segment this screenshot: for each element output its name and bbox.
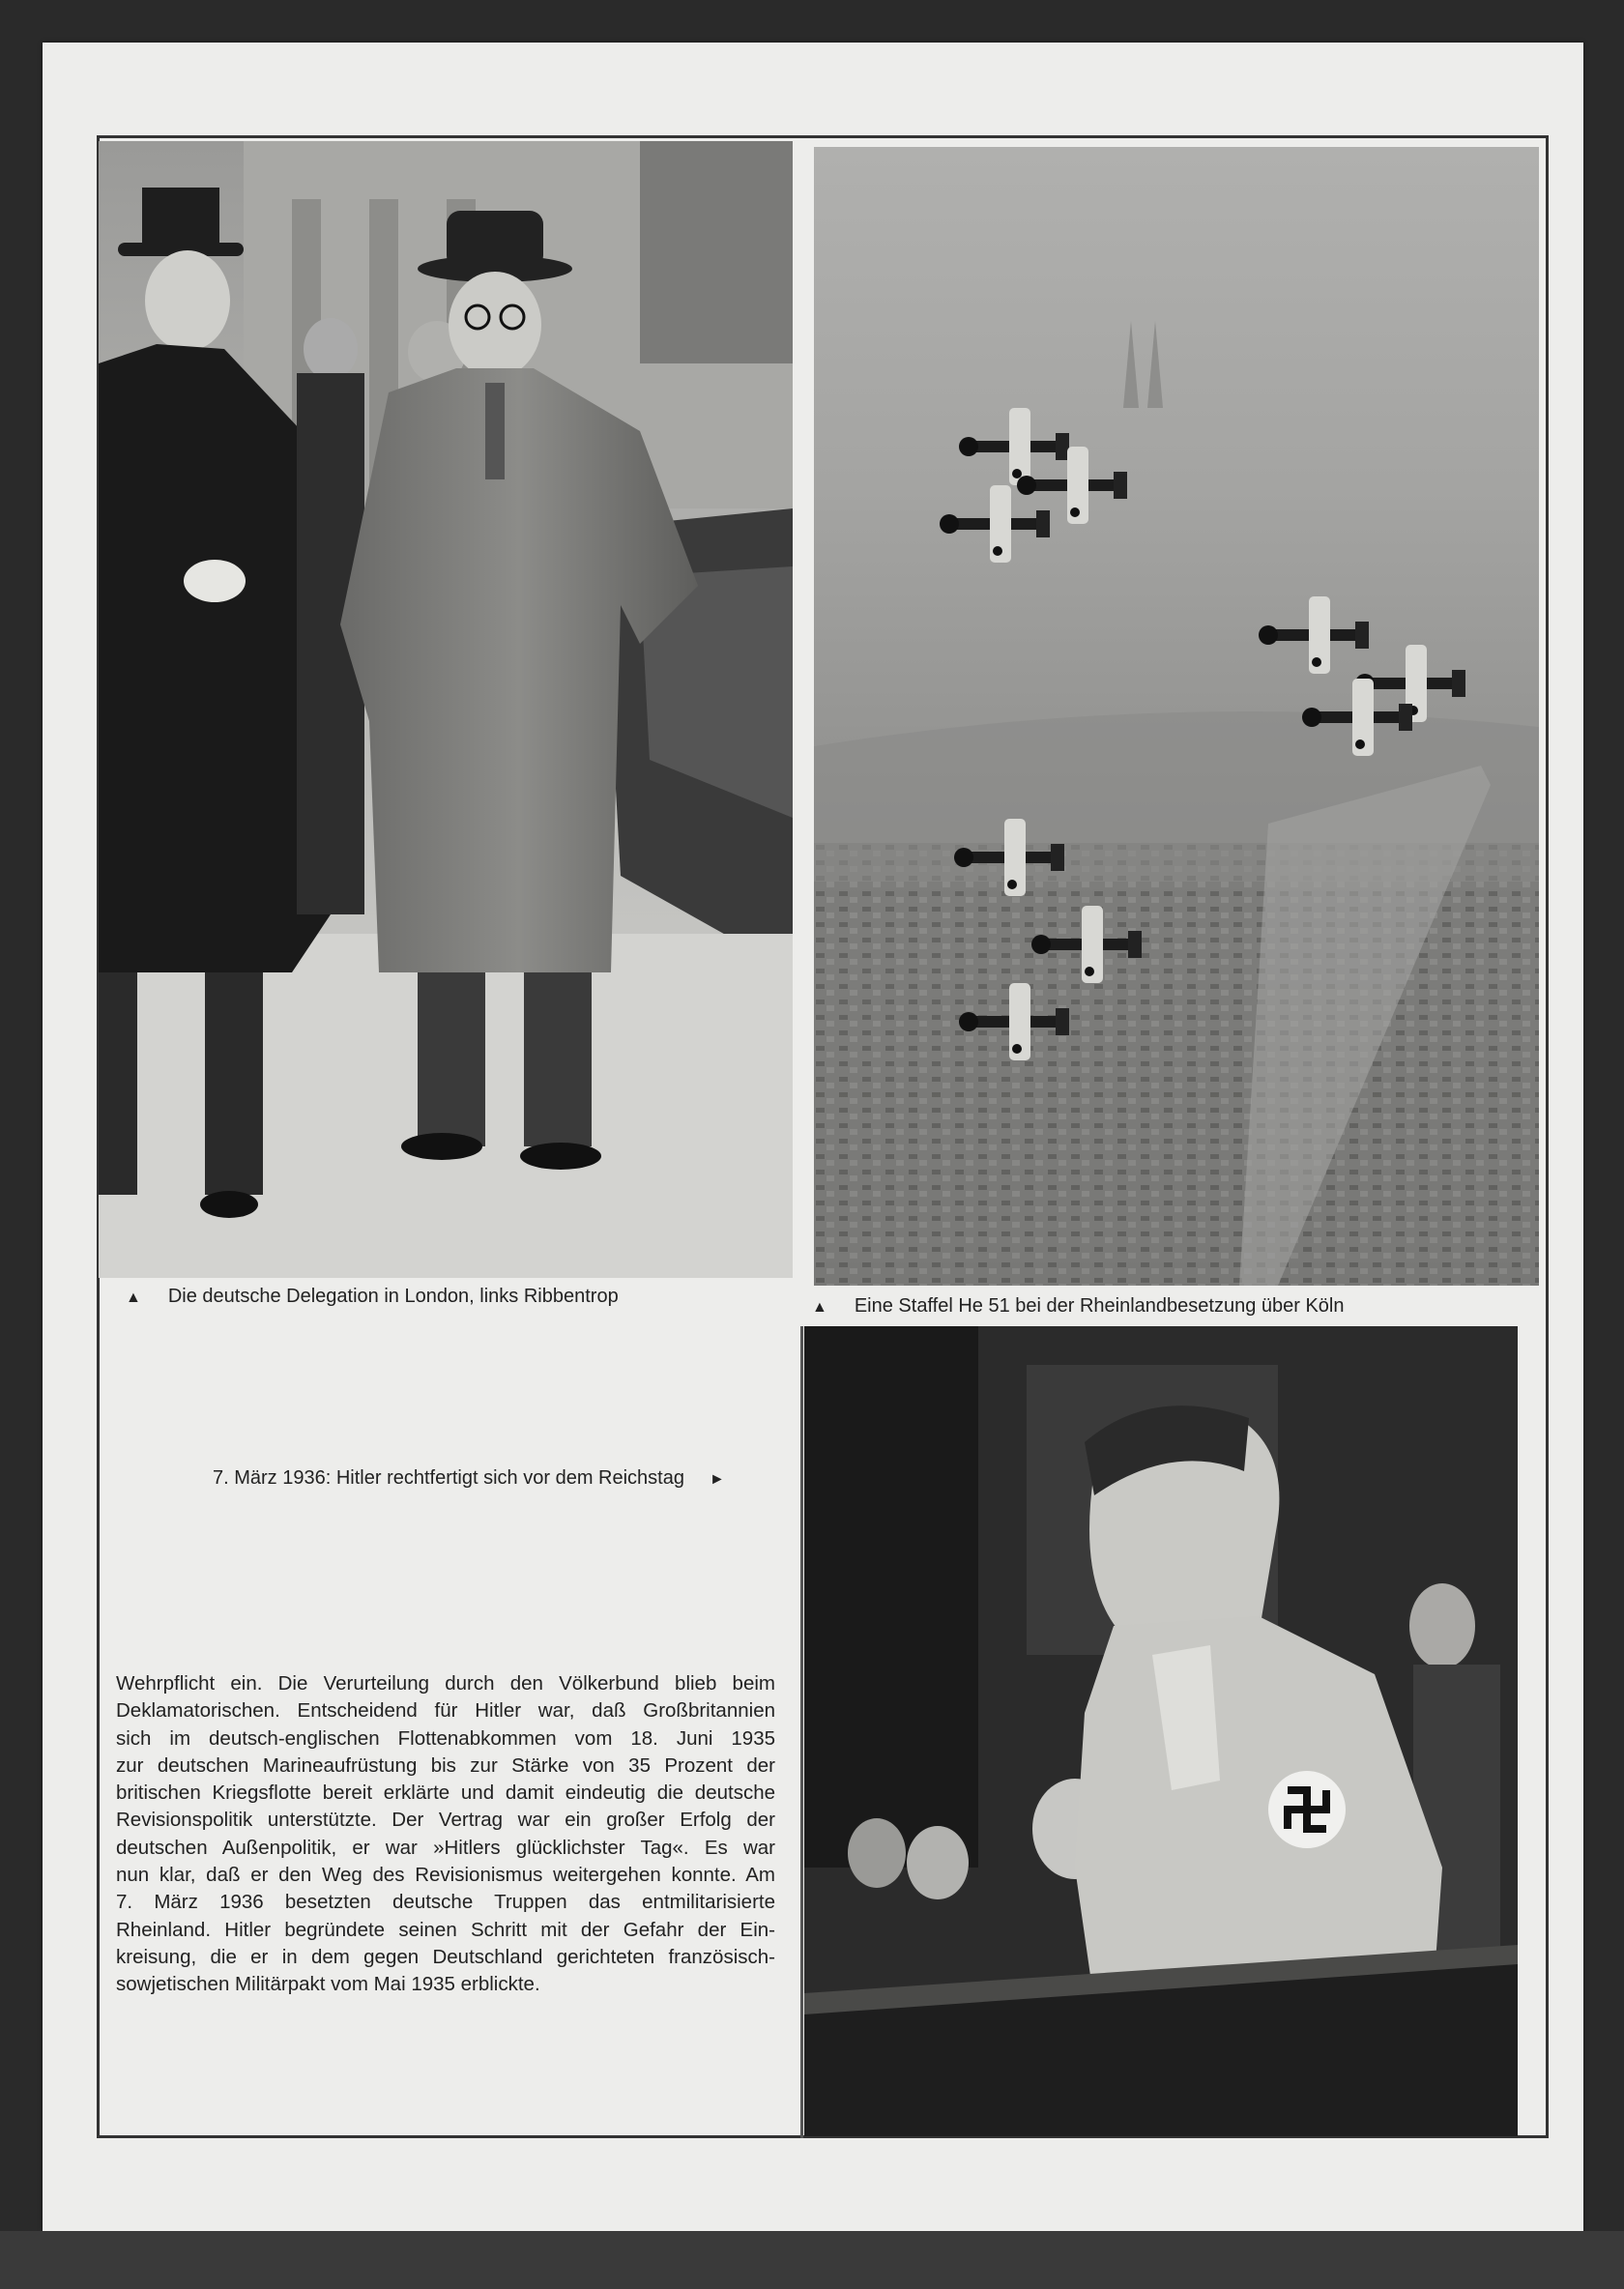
- body-text-line: kreisung, die er in dem gegen Deutschland gerichteten französisch-: [116, 1945, 775, 1968]
- caption-aircraft: [812, 1295, 1345, 1318]
- body-text-line: Wehrpflicht ein. Die Verurteilung durch den Völkerbund blieb beim: [116, 1672, 775, 1695]
- body-text-line: britischen Kriegsflotte bereit erklärte und damit eindeutig die deutsche: [116, 1782, 775, 1805]
- body-text-paragraph: [116, 1670, 775, 1999]
- body-text-line: sowjetischen Militärpakt vom Mai 1935 erblickte.: [116, 1973, 540, 1996]
- right-triangle-icon: ►: [709, 1471, 725, 1488]
- body-text-line: deutschen Außenpolitik, er war »Hitlers glücklichster Tag«. Es war: [116, 1836, 775, 1859]
- caption-reichstag-text: 7. März 1936: Hitler rechtfertigt sich vor dem Reichstag: [213, 1467, 684, 1489]
- photo-reichstag-speech: [804, 1326, 1518, 2136]
- body-text-line: Rheinland. Hitler begründete seinen Schritt mit der Gefahr der Ein-: [116, 1918, 775, 1941]
- column-divider: [800, 1326, 803, 2138]
- body-text-line: Deklamatorischen. Entscheidend für Hitler war, daß Großbritannien: [116, 1699, 775, 1723]
- photo-delegation-london: [99, 141, 793, 1278]
- body-text-line: zur deutschen Marineaufrüstung bis zur Stärke von 35 Prozent der: [116, 1753, 775, 1777]
- caption-aircraft-text: Eine Staffel He 51 bei der Rheinlandbesetzung über Köln: [854, 1295, 1345, 1317]
- body-text-line: sich im deutsch-englischen Flottenabkommen vom 18. Juni 1935: [116, 1726, 775, 1750]
- caption-reichstag: [213, 1467, 725, 1490]
- page-bottom-edge: [0, 2231, 1624, 2289]
- body-text-line: 7. März 1936 besetzten deutsche Truppen das entmilitarisierte: [116, 1891, 775, 1914]
- body-text-line: nun klar, daß er den Weg des Revisionismus weitergehen konnte. Am: [116, 1864, 775, 1887]
- photo-aircraft-formation: [814, 147, 1539, 1286]
- body-text-line: Revisionspolitik unterstützte. Der Vertrag war ein großer Erfolg der: [116, 1809, 775, 1832]
- up-triangle-icon: ▲: [126, 1289, 141, 1306]
- caption-delegation: [126, 1286, 619, 1308]
- up-triangle-icon: ▲: [812, 1299, 827, 1316]
- caption-delegation-text: Die deutsche Delegation in London, links Ribbentrop: [167, 1286, 619, 1307]
